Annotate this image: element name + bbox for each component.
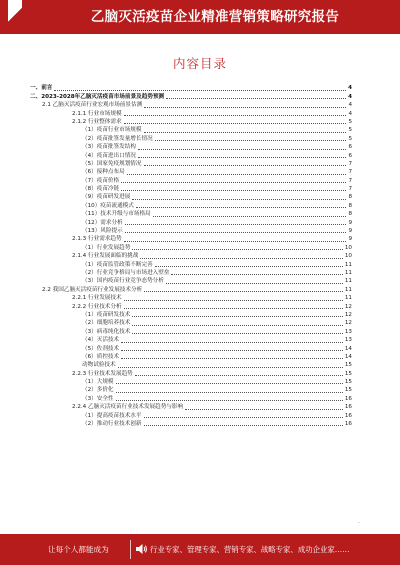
toc-entry-title: （5）佐剂技术 (82, 345, 120, 352)
toc-leader-dots (144, 165, 347, 166)
toc-entry-page: 13 (344, 328, 352, 335)
toc-leader-dots (144, 132, 347, 133)
toc-entry-page: 15 (344, 370, 352, 377)
toc-entry-title: （6）质控技术 (82, 353, 120, 360)
toc-entry[interactable] (30, 361, 352, 369)
toc-entry-title: 2.1 乙脑灭活疫苗行业宏观市场前景估测 (42, 102, 143, 109)
toc-entry-title: （1）疫苗监管政策不断完善 (82, 261, 153, 268)
toc-entry-page: 14 (344, 353, 352, 360)
toc-entry-title: 二、2023-2028年乙脑灭活疫苗市场前景及趋势预测 (30, 93, 165, 100)
toc-leader-dots (132, 316, 343, 317)
toc-entry-page: 9 (348, 236, 352, 243)
toc-leader-dots (153, 216, 347, 217)
toc-leader-dots (138, 157, 347, 158)
toc-entry-title: 一、前言 (30, 85, 53, 92)
toc-entry-title: 2.2.1 行业发展技术 (72, 295, 122, 302)
toc-leader-dots (54, 90, 346, 91)
toc-entry[interactable] (30, 185, 352, 193)
toc-entry[interactable] (30, 109, 352, 117)
toc-entry-page: 5 (348, 127, 352, 134)
toc-entry[interactable] (30, 378, 352, 386)
toc-leader-dots (124, 123, 347, 124)
toc-entry[interactable] (30, 269, 352, 277)
toc-entry[interactable] (30, 126, 352, 134)
toc-entry-page: 8 (348, 194, 352, 201)
toc-leader-dots (166, 283, 343, 284)
toc-entry[interactable] (30, 277, 352, 285)
toc-entry-page: 10 (344, 244, 352, 251)
toc-entry-page: 16 (344, 412, 352, 419)
toc-entry-title: （4）灭活技术 (82, 337, 120, 344)
toc-entry[interactable] (30, 92, 352, 100)
toc-leader-dots (171, 274, 342, 275)
toc-entry-page: 11 (344, 295, 352, 302)
toc-entry[interactable] (30, 327, 352, 335)
toc-entry-page: 4 (348, 110, 352, 117)
toc-entry[interactable] (30, 311, 352, 319)
toc-entry-page: 16 (344, 404, 352, 411)
toc-entry[interactable] (30, 252, 352, 260)
toc-leader-dots (124, 300, 343, 301)
toc-entry-page: 7 (348, 169, 352, 176)
toc-leader-dots (144, 425, 343, 426)
toc-leader-dots (124, 308, 343, 309)
toc-leader-dots (121, 342, 343, 343)
toc-entry-page: 11 (344, 269, 352, 276)
toc-leader-dots (121, 182, 346, 183)
toc-leader-dots (155, 266, 343, 267)
toc-entry-page: 7 (348, 177, 352, 184)
toc-entry[interactable] (30, 101, 352, 109)
toc-leader-dots (116, 400, 343, 401)
footer-slogan: 让每个人都能成为 (48, 545, 109, 554)
toc-entry-title: （3）国内疫苗行业竞争态势分析 (82, 278, 164, 285)
toc-entry-title: （1）疫苗研发技术 (82, 311, 131, 318)
toc-entry-title: 2.1.4 行业发展面临的挑战 (72, 253, 139, 260)
toc-leader-dots (140, 258, 343, 259)
toc-entry-page: 7 (348, 186, 352, 193)
toc-entry-title: （2）行业竞争格局与市场进入壁垒 (82, 269, 170, 276)
header-bar (0, 0, 400, 34)
toc-entry-title: （4）疫苗进出口情况 (82, 152, 136, 159)
toc-entry-title: 2.1.2 行业整体需求 (72, 118, 122, 125)
toc-entry-title: （1）大规模 (82, 379, 114, 386)
toc-leader-dots (132, 249, 343, 250)
toc-entry[interactable] (30, 134, 352, 142)
toc-leader-dots (125, 232, 347, 233)
toc-entry[interactable] (30, 143, 352, 151)
toc-entry-page: 15 (344, 362, 352, 369)
toc-entry[interactable] (30, 243, 352, 251)
toc-entry-title: （3）病毒纯化技术 (82, 328, 131, 335)
toc-entry-title: （7）疫苗价格 (82, 177, 120, 184)
toc-leader-dots (116, 383, 343, 384)
toc-entry-page: 14 (344, 345, 352, 352)
toc-leader-dots (121, 190, 346, 191)
toc-entry-title: 2.2.2 行业技术分析 (72, 303, 122, 310)
toc-entry-page: 4 (348, 85, 352, 92)
toc-entry-page: 4 (348, 102, 352, 109)
toc-leader-dots (155, 140, 347, 141)
toc-entry[interactable] (30, 218, 352, 226)
toc-entry-page: 11 (344, 286, 352, 293)
toc-entry[interactable] (30, 403, 352, 411)
toc-entry-title: （8）疫苗冷链 (82, 186, 120, 193)
toc-entry-page: 10 (344, 253, 352, 260)
toc-entry-title: 2.1.1 行业市场规模 (72, 110, 122, 117)
toc-entry-page: 15 (344, 387, 352, 394)
toc-entry-title: （12）需求分析 (82, 219, 123, 226)
toc-entry-title: （1）提高疫苗技术水平 (82, 412, 142, 419)
toc-entry-title: 2.2 我国乙脑灭活疫苗行业发展技术分析 (42, 286, 143, 293)
toc-leader-dots (124, 115, 347, 116)
toc-title: 内容目录 (172, 56, 227, 71)
toc-entry-title: （2）疫苗批签发量增长情况 (82, 135, 153, 142)
toc-leader-dots (121, 358, 343, 359)
toc-leader-dots (125, 224, 347, 225)
toc-entry-title: （5）国家免疫规划情况 (82, 160, 142, 167)
toc-entry[interactable] (30, 160, 352, 168)
toc-entry[interactable] (30, 319, 352, 327)
toc-entry-page: 8 (348, 202, 352, 209)
toc-entry-page: 7 (348, 160, 352, 167)
footer-bar (0, 534, 400, 565)
footer-divider (130, 540, 131, 559)
toc-entry[interactable] (30, 394, 352, 402)
toc-entry-title: （10）疫苗流通模式 (82, 202, 134, 209)
toc-entry-title: （6）接种点布局 (82, 169, 125, 176)
toc-entry-title: 2.2.4 乙脑灭活疫苗行业技术发展趋势与影响 (72, 404, 184, 411)
toc-entry-page: 12 (344, 320, 352, 327)
toc-leader-dots (121, 350, 343, 351)
page-marker: · (358, 520, 360, 527)
toc-leader-dots (166, 98, 346, 99)
toc-leader-dots (185, 409, 343, 410)
toc-entry-page: 12 (344, 303, 352, 310)
toc-entry-title: （1）行业发展趋势 (82, 244, 131, 251)
toc-entry-page: 13 (344, 337, 352, 344)
toc-entry[interactable] (30, 176, 352, 184)
toc-entry[interactable] (30, 235, 352, 243)
toc-leader-dots (144, 107, 346, 108)
toc-entry-title: （2）推动行业技术创新 (82, 421, 142, 428)
toc-leader-dots (132, 199, 346, 200)
toc-entry-title: 动物试验技术 (82, 362, 116, 369)
toc-entry[interactable] (30, 285, 352, 293)
toc-entry-title: 2.2.3 行业技术发展趋势 (72, 370, 133, 377)
toc-entry-title: （13）风险提示 (82, 228, 123, 235)
toc-entry-page: 5 (348, 135, 352, 142)
toc-entry-page: 5 (348, 118, 352, 125)
toc-entry-title: （3）安全性 (82, 395, 114, 402)
toc-entry-page: 9 (348, 228, 352, 235)
toc-entry-page: 11 (344, 261, 352, 268)
toc-entry-title: （11）技术升级与市场格局 (82, 211, 151, 218)
toc-entry-title: （1）疫苗行业市场规模 (82, 127, 142, 134)
toc-entry[interactable] (30, 118, 352, 126)
toc-leader-dots (136, 207, 347, 208)
toc-entry-page: 16 (344, 395, 352, 402)
toc-entry[interactable] (30, 386, 352, 394)
toc-entry-page: 16 (344, 421, 352, 428)
toc-entry-title: 2.1.3 行业需求趋势 (72, 236, 122, 243)
toc-entry[interactable] (30, 420, 352, 428)
toc-leader-dots (135, 375, 343, 376)
toc-entry[interactable] (30, 294, 352, 302)
toc-entry[interactable] (30, 344, 352, 352)
toc-entry[interactable] (30, 84, 352, 92)
toc-leader-dots (138, 149, 347, 150)
toc-leader-dots (116, 392, 343, 393)
toc-entry[interactable] (30, 151, 352, 159)
toc-entry[interactable] (30, 210, 352, 218)
toc-entry[interactable] (30, 227, 352, 235)
toc-leader-dots (144, 291, 343, 292)
speaker-icon (134, 542, 148, 556)
toc-entry[interactable] (30, 369, 352, 377)
toc-entry[interactable] (30, 193, 352, 201)
toc-entry-page: 8 (348, 211, 352, 218)
toc-leader-dots (144, 417, 343, 418)
header-stripe-decoration (8, 0, 22, 34)
toc-entry-title: （3）疫苗批签发结构 (82, 144, 136, 151)
toc-leader-dots (132, 333, 343, 334)
table-of-contents (30, 84, 352, 428)
toc-leader-dots (124, 241, 347, 242)
toc-entry-title: （9）疫苗研发进展 (82, 194, 131, 201)
toc-entry-title: （2）多价化 (82, 387, 114, 394)
toc-entry[interactable] (30, 353, 352, 361)
toc-leader-dots (127, 174, 347, 175)
toc-entry[interactable] (30, 168, 352, 176)
toc-entry[interactable] (30, 201, 352, 209)
report-title: 乙脑灭活疫苗企业精准营销策略研究报告 (90, 9, 340, 25)
toc-entry-page: 12 (344, 311, 352, 318)
toc-entry-page: 9 (348, 219, 352, 226)
toc-entry-page: 4 (348, 93, 352, 100)
toc-entry[interactable] (30, 260, 352, 268)
toc-leader-dots (132, 325, 343, 326)
toc-entry[interactable] (30, 302, 352, 310)
toc-entry-page: 6 (348, 152, 352, 159)
footer-tagline: 行业专家、管理专家、营销专家、战略专家、成功企业家…… (150, 545, 350, 554)
toc-entry-page: 6 (348, 144, 352, 151)
toc-entry[interactable] (30, 411, 352, 419)
toc-entry-page: 15 (344, 379, 352, 386)
toc-entry[interactable] (30, 336, 352, 344)
toc-leader-dots (118, 367, 343, 368)
toc-entry-page: 11 (344, 278, 352, 285)
toc-entry-title: （2）细胞培养技术 (82, 320, 131, 327)
